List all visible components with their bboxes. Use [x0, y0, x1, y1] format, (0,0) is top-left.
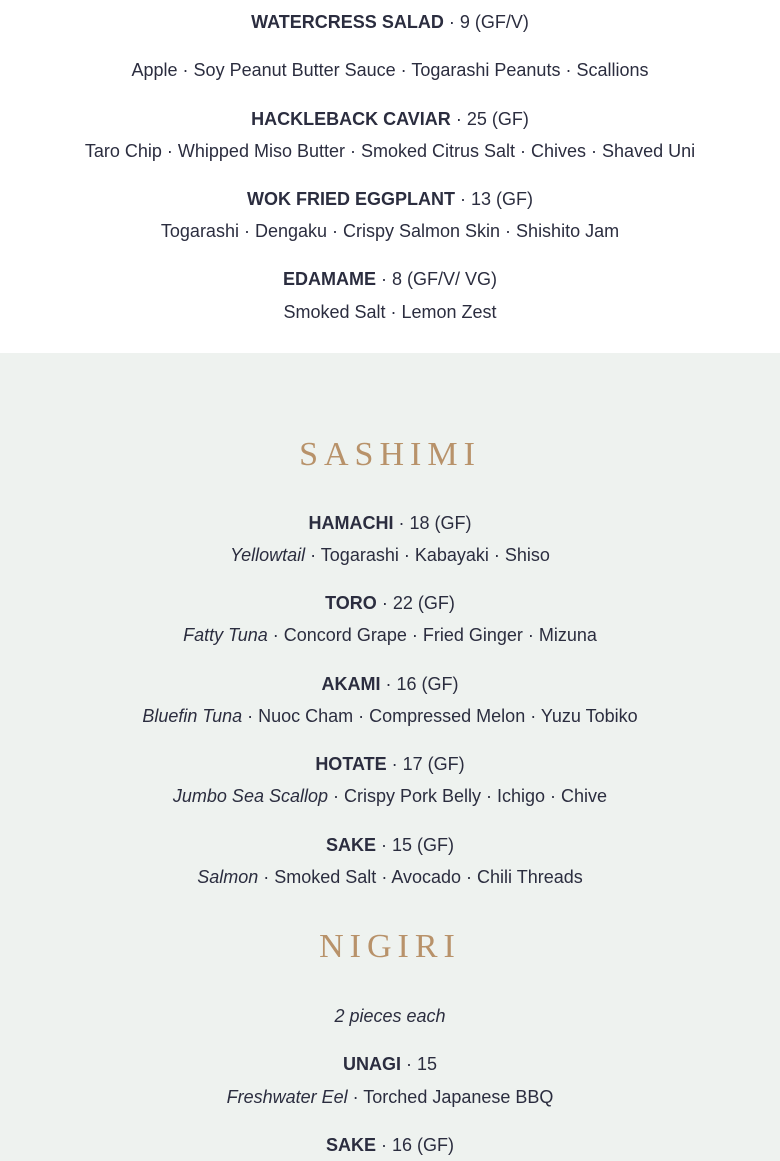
item-description: Apple · Soy Peanut Butter Sauce · Togarashi Peanuts · Scallions: [131, 60, 649, 80]
menu-item-title: [0, 1053, 780, 1075]
item-name: AKAMI: [321, 674, 381, 694]
item-name: EDAMAME: [282, 269, 376, 289]
item-price: · 25 (GF): [455, 109, 529, 129]
item-price: · 18 (GF): [398, 513, 472, 533]
item-price: · 13 (GF): [460, 189, 534, 209]
item-name: HAMACHI: [308, 513, 394, 533]
menu-item-title: [0, 834, 780, 856]
item-name: HOTATE: [315, 754, 387, 774]
item-description: Bluefin Tuna · Nuoc Cham · Compressed Melon · Yuzu Tobiko: [142, 706, 638, 726]
item-translation: Salmon: [197, 867, 259, 887]
menu-item-title: [0, 1134, 780, 1156]
item-translation: Bluefin Tuna: [142, 706, 243, 726]
item-name: TORO: [325, 593, 377, 613]
menu-item-title: [0, 512, 780, 534]
item-description: Fatty Tuna · Concord Grape · Fried Ginger · Mizuna: [183, 625, 597, 645]
item-price: · 9 (GF/V): [448, 12, 529, 32]
item-description: Taro Chip · Whipped Miso Butter · Smoked Citrus Salt · Chives · Shaved Uni: [84, 141, 696, 161]
item-name: SAKE: [325, 1135, 376, 1155]
item-price: · 16 (GF): [385, 674, 459, 694]
nigiri-note: 2 pieces each: [334, 1006, 446, 1026]
item-description: Smoked Salt · Lemon Zest: [283, 302, 497, 322]
item-translation: Freshwater Eel: [226, 1087, 348, 1107]
sashimi-nigiri-section: [0, 353, 780, 1161]
menu-item-title: [0, 268, 780, 290]
item-description: Salmon · Smoked Salt · Avocado · Chili Threads: [197, 867, 583, 887]
starters-section: [0, 0, 780, 353]
item-price: · 15: [405, 1054, 438, 1074]
item-description: Yellowtail · Togarashi · Kabayaki · Shiso: [230, 545, 550, 565]
item-price: · 8 (GF/V/ VG): [381, 269, 498, 289]
item-price: · 22 (GF): [381, 593, 455, 613]
menu-item-title: [0, 753, 780, 775]
item-name: SAKE: [325, 835, 376, 855]
item-description: Freshwater Eel · Torched Japanese BBQ: [226, 1087, 554, 1107]
item-translation: Yellowtail: [230, 545, 306, 565]
menu-item-title: [0, 11, 780, 33]
menu-item-title: [0, 108, 780, 130]
section-heading-nigiri: NIGIRI: [319, 928, 461, 965]
item-price: · 16 (GF): [381, 1135, 455, 1155]
item-name: WOK FRIED EGGPLANT: [246, 189, 455, 209]
item-description: Jumbo Sea Scallop · Crispy Pork Belly · Ichigo · Chive: [172, 786, 608, 806]
item-translation: Fatty Tuna: [183, 625, 268, 645]
menu-item-title: [0, 673, 780, 695]
item-name: HACKLEBACK CAVIAR: [251, 109, 451, 129]
menu-item-title: [0, 592, 780, 614]
item-name: UNAGI: [342, 1054, 401, 1074]
item-translation: Jumbo Sea Scallop: [172, 786, 328, 806]
item-price: · 15 (GF): [381, 835, 455, 855]
item-description: Togarashi · Dengaku · Crispy Salmon Skin · Shishito Jam: [160, 221, 620, 241]
item-name: WATERCRESS SALAD: [251, 12, 444, 32]
item-price: · 17 (GF): [391, 754, 465, 774]
section-heading-sashimi: SASHIMI: [299, 436, 481, 473]
menu-item-title: [0, 188, 780, 210]
